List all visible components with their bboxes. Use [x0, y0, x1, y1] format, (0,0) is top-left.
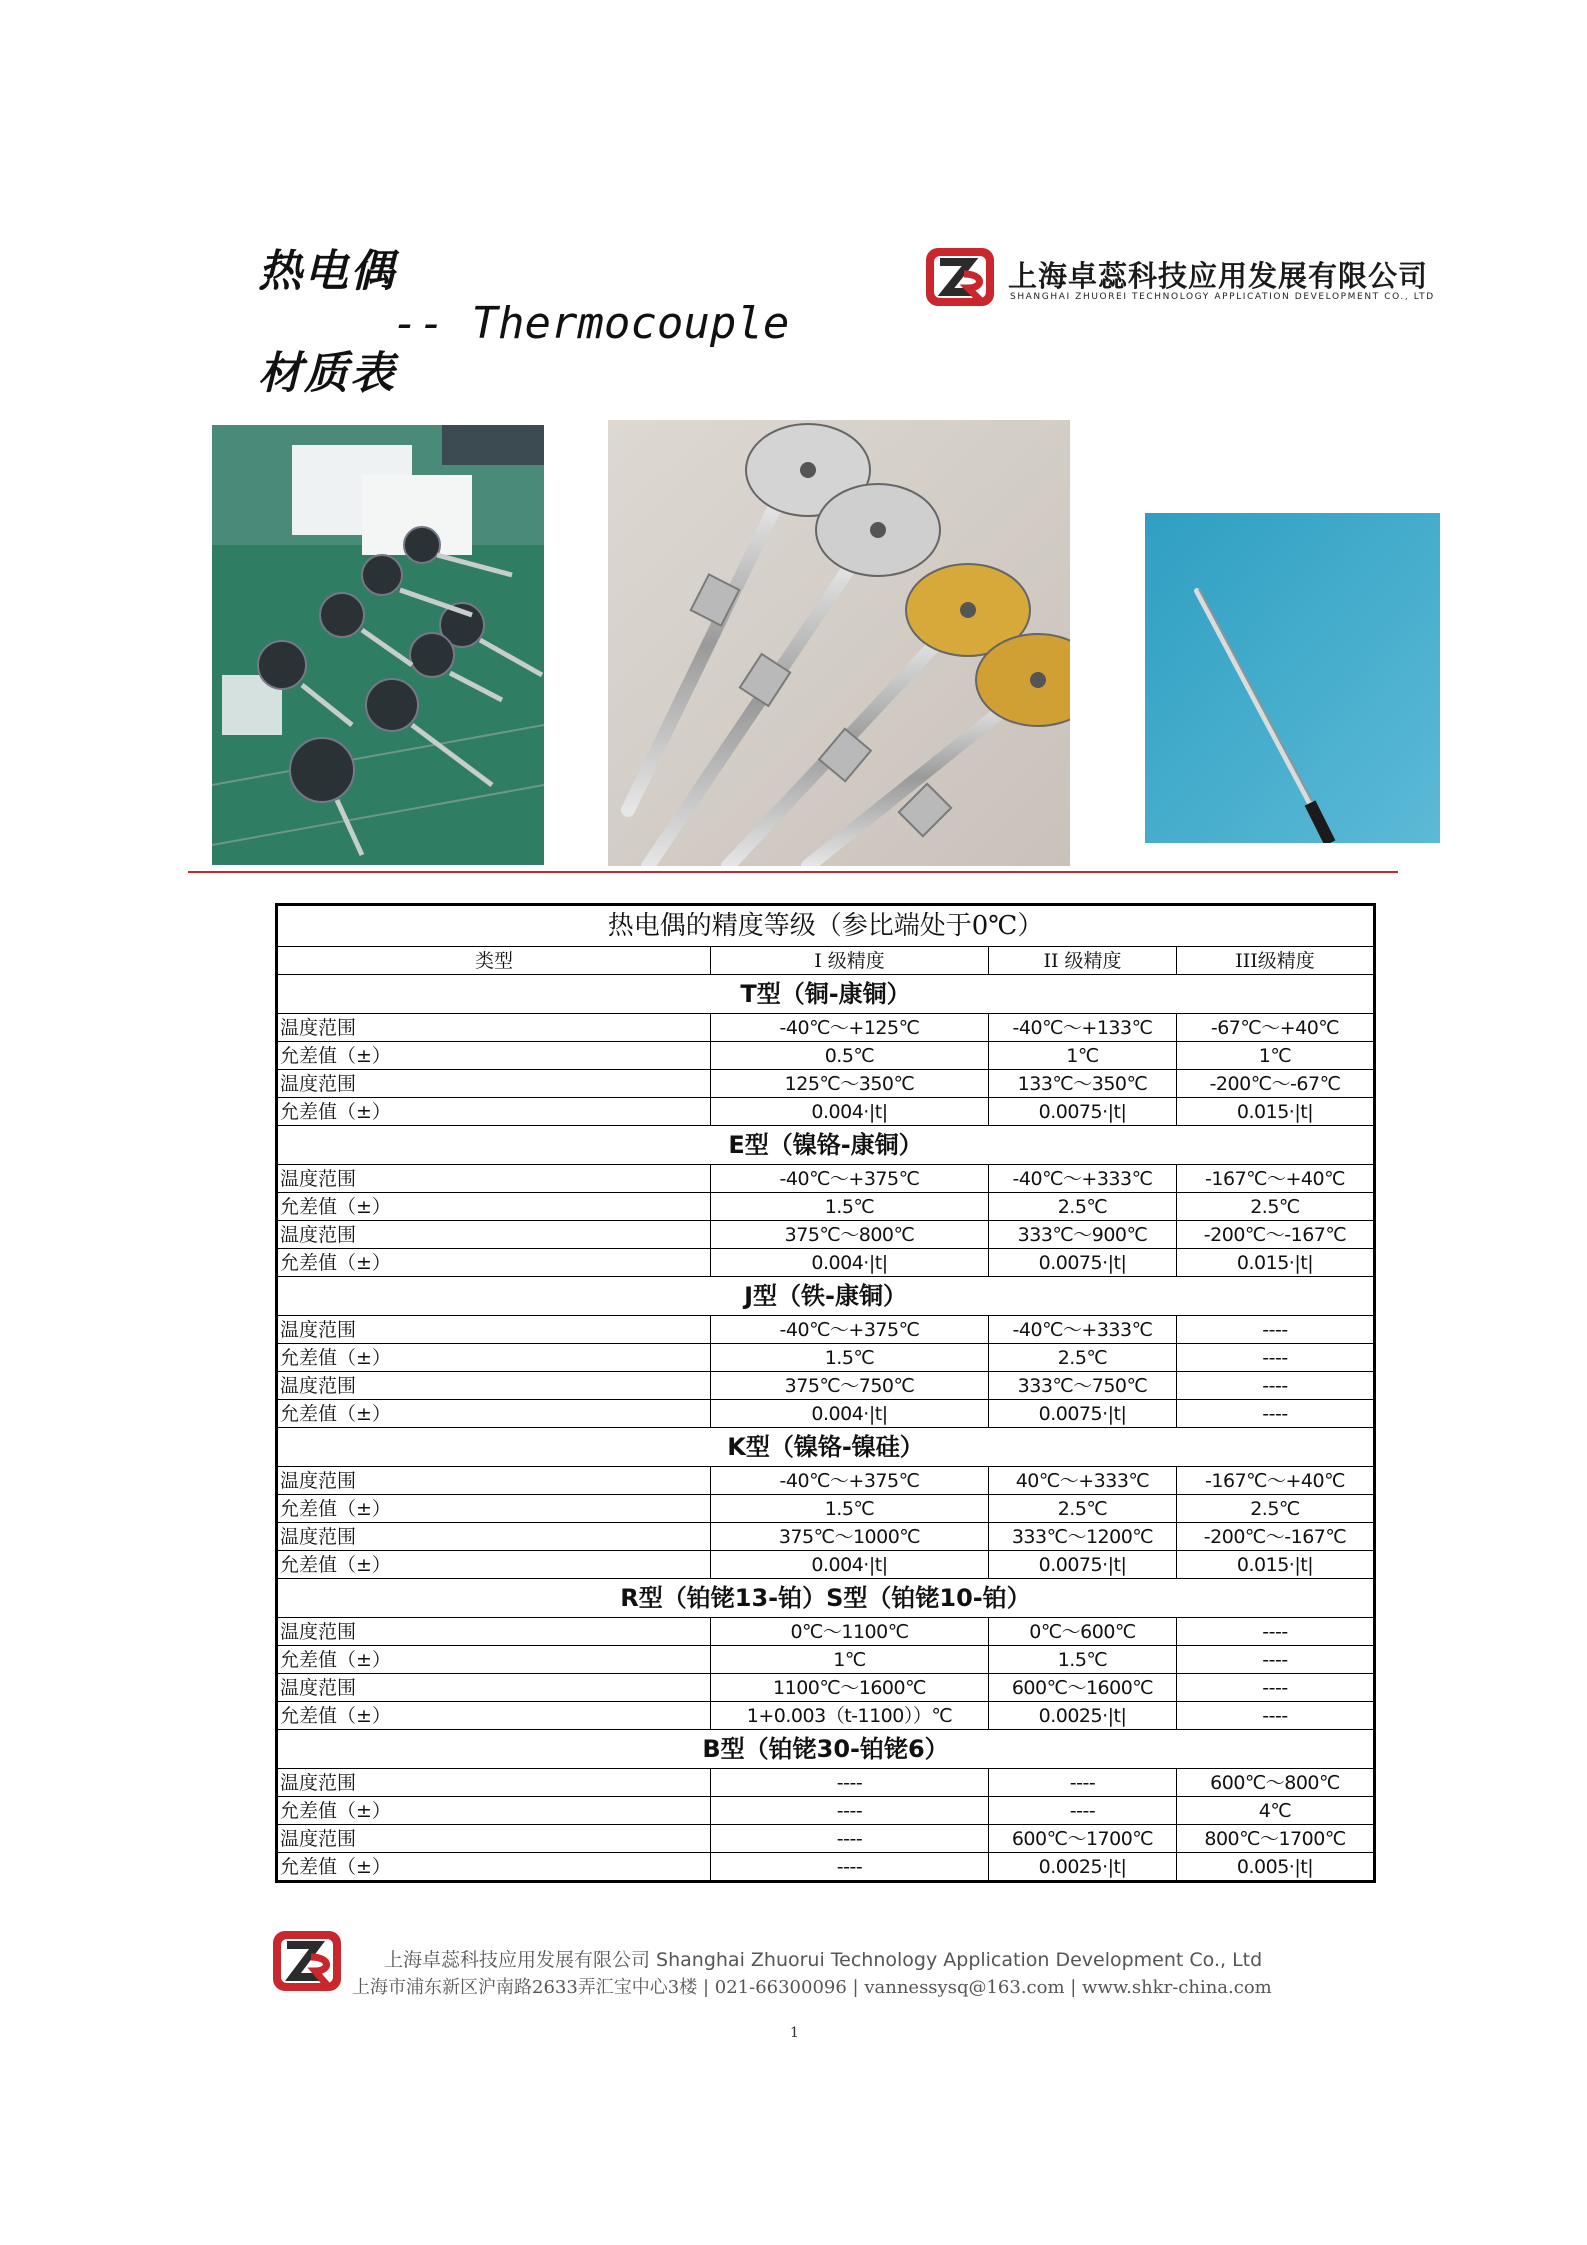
cell-class2: 333℃～900℃ [989, 1221, 1177, 1249]
cell-class1: 0.004·|t| [711, 1249, 989, 1277]
cell-class2: -40℃～+133℃ [989, 1014, 1177, 1042]
cell-class1: 1+0.003（t-1100））℃ [711, 1702, 989, 1730]
header-divider [188, 871, 1398, 873]
cell-class2: 1.5℃ [989, 1646, 1177, 1674]
table-row [277, 1098, 1375, 1126]
cell-class2: 2.5℃ [989, 1495, 1177, 1523]
row-label: 温度范围 [277, 1372, 711, 1400]
cell-class2: ---- [989, 1769, 1177, 1797]
cell-class1: 375℃～750℃ [711, 1372, 989, 1400]
cell-class1: 1.5℃ [711, 1344, 989, 1372]
cell-class2: 0.0075·|t| [989, 1098, 1177, 1126]
table-row [277, 1674, 1375, 1702]
cell-class3: 2.5℃ [1177, 1495, 1375, 1523]
cell-class1: ---- [711, 1769, 989, 1797]
group-header: K型（镍铬-镍硅） [277, 1428, 1375, 1467]
cell-class1: 0.5℃ [711, 1042, 989, 1070]
cell-class1: 0.004·|t| [711, 1400, 989, 1428]
cell-class3: ---- [1177, 1400, 1375, 1428]
page-number: 1 [790, 2025, 799, 2041]
row-label: 允差值（±） [277, 1098, 711, 1126]
table-row [277, 1523, 1375, 1551]
cell-class3: ---- [1177, 1372, 1375, 1400]
row-label: 允差值（±） [277, 1400, 711, 1428]
cell-class3: 2.5℃ [1177, 1193, 1375, 1221]
cell-class1: 0.004·|t| [711, 1098, 989, 1126]
logo-company-name-en: SHANGHAI ZHUOREI TECHNOLOGY APPLICATION DEVELOPMENT CO., LTD [1010, 292, 1435, 302]
cell-class1: 1.5℃ [711, 1495, 989, 1523]
cell-class1: 1100℃～1600℃ [711, 1674, 989, 1702]
group-header: E型（镍铬-康铜） [277, 1126, 1375, 1165]
table-row [277, 1193, 1375, 1221]
row-label: 温度范围 [277, 1221, 711, 1249]
table-row [277, 1249, 1375, 1277]
cell-class3: 1℃ [1177, 1042, 1375, 1070]
page-title-line2: -- Thermocouple [392, 298, 790, 349]
cell-class2: 2.5℃ [989, 1344, 1177, 1372]
cell-class2: 600℃～1600℃ [989, 1674, 1177, 1702]
cell-class2: 2.5℃ [989, 1193, 1177, 1221]
table-row [277, 1316, 1375, 1344]
cell-class2: 40℃～+333℃ [989, 1467, 1177, 1495]
cell-class1: ---- [711, 1853, 989, 1882]
table-row [277, 1769, 1375, 1797]
table-row [277, 1495, 1375, 1523]
cell-class1: 0.004·|t| [711, 1551, 989, 1579]
cell-class2: 333℃～1200℃ [989, 1523, 1177, 1551]
row-label: 允差值（±） [277, 1797, 711, 1825]
cell-class1: 375℃～1000℃ [711, 1523, 989, 1551]
row-label: 温度范围 [277, 1825, 711, 1853]
column-header-class1: I 级精度 [711, 947, 989, 975]
row-label: 温度范围 [277, 1070, 711, 1098]
table-row [277, 1618, 1375, 1646]
table-row [277, 1853, 1375, 1882]
cell-class3: ---- [1177, 1702, 1375, 1730]
company-logo [924, 244, 1435, 314]
table-row [277, 1165, 1375, 1193]
row-label: 允差值（±） [277, 1853, 711, 1882]
cell-class2: 0.0075·|t| [989, 1249, 1177, 1277]
table-row [277, 1551, 1375, 1579]
table-row [277, 1702, 1375, 1730]
row-label: 温度范围 [277, 1769, 711, 1797]
cell-class3: 600℃～800℃ [1177, 1769, 1375, 1797]
cell-class1: ---- [711, 1797, 989, 1825]
cell-class2: 0.0075·|t| [989, 1400, 1177, 1428]
row-label: 温度范围 [277, 1316, 711, 1344]
cell-class2: 0.0025·|t| [989, 1853, 1177, 1882]
cell-class2: 0.0075·|t| [989, 1551, 1177, 1579]
cell-class2: 133℃～350℃ [989, 1070, 1177, 1098]
row-label: 允差值（±） [277, 1249, 711, 1277]
cell-class3: 4℃ [1177, 1797, 1375, 1825]
cell-class3: ---- [1177, 1618, 1375, 1646]
table-row [277, 1797, 1375, 1825]
column-header-class2: II 级精度 [989, 947, 1177, 975]
cell-class1: -40℃～+375℃ [711, 1316, 989, 1344]
row-label: 温度范围 [277, 1165, 711, 1193]
logo-company-name-cn: 上海卓蕊科技应用发展有限公司 [1008, 259, 1429, 293]
cell-class3: -200℃～-67℃ [1177, 1070, 1375, 1098]
group-header: T型（铜-康铜） [277, 975, 1375, 1014]
cell-class1: 125℃～350℃ [711, 1070, 989, 1098]
cell-class1: 1℃ [711, 1646, 989, 1674]
cell-class3: 0.015·|t| [1177, 1249, 1375, 1277]
cell-class3: 0.005·|t| [1177, 1853, 1375, 1882]
table-row [277, 1467, 1375, 1495]
cell-class2: ---- [989, 1797, 1177, 1825]
cell-class3: -167℃～+40℃ [1177, 1467, 1375, 1495]
cell-class3: 800℃～1700℃ [1177, 1825, 1375, 1853]
row-label: 允差值（±） [277, 1646, 711, 1674]
group-header: R型（铂铑13-铂）S型（铂铑10-铂） [277, 1579, 1375, 1618]
table-row [277, 1372, 1375, 1400]
cell-class1: ---- [711, 1825, 989, 1853]
table-row [277, 1070, 1375, 1098]
product-photo-probe [1145, 513, 1440, 843]
product-photo-thermocouples [608, 420, 1070, 866]
row-label: 允差值（±） [277, 1344, 711, 1372]
footer-contact-info: 上海市浦东新区沪南路2633弄汇宝中心3楼 | 021-66300096 | vannessysq@163.com | www.shkr-china.com [352, 1977, 1272, 1998]
cell-class2: 0℃～600℃ [989, 1618, 1177, 1646]
row-label: 允差值（±） [277, 1551, 711, 1579]
row-label: 允差值（±） [277, 1495, 711, 1523]
cell-class1: 1.5℃ [711, 1193, 989, 1221]
row-label: 允差值（±） [277, 1042, 711, 1070]
cell-class3: ---- [1177, 1344, 1375, 1372]
cell-class2: -40℃～+333℃ [989, 1165, 1177, 1193]
cell-class3: ---- [1177, 1674, 1375, 1702]
table-row [277, 1344, 1375, 1372]
table-row [277, 1400, 1375, 1428]
cell-class3: ---- [1177, 1316, 1375, 1344]
table-caption: 热电偶的精度等级（参比端处于0℃） [277, 905, 1375, 947]
table-row [277, 1825, 1375, 1853]
cell-class3: 0.015·|t| [1177, 1098, 1375, 1126]
table-row [277, 1221, 1375, 1249]
table-row [277, 1014, 1375, 1042]
row-label: 温度范围 [277, 1014, 711, 1042]
cell-class3: -167℃～+40℃ [1177, 1165, 1375, 1193]
row-label: 允差值（±） [277, 1193, 711, 1221]
cell-class2: -40℃～+333℃ [989, 1316, 1177, 1344]
cell-class3: 0.015·|t| [1177, 1551, 1375, 1579]
cell-class3: -67℃～+40℃ [1177, 1014, 1375, 1042]
cell-class2: 0.0025·|t| [989, 1702, 1177, 1730]
page-title-line1: 热电偶 [258, 246, 396, 297]
cell-class1: -40℃～+375℃ [711, 1165, 989, 1193]
zr-logo-icon [271, 1925, 343, 1997]
table-row [277, 1646, 1375, 1674]
footer-logo [271, 1925, 343, 1997]
group-header: B型（铂铑30-铂铑6） [277, 1730, 1375, 1769]
cell-class1: -40℃～+375℃ [711, 1467, 989, 1495]
product-photo-transmitters [212, 425, 544, 865]
cell-class3: ---- [1177, 1646, 1375, 1674]
row-label: 温度范围 [277, 1674, 711, 1702]
footer-company-name: 上海卓蕊科技应用发展有限公司 Shanghai Zhuorui Technology Application Development Co., Ltd [384, 1949, 1263, 1971]
column-header-class3: III级精度 [1177, 947, 1375, 975]
accuracy-table-wrapper [275, 903, 1373, 1883]
cell-class3: -200℃～-167℃ [1177, 1221, 1375, 1249]
cell-class2: 1℃ [989, 1042, 1177, 1070]
cell-class2: 333℃～750℃ [989, 1372, 1177, 1400]
row-label: 温度范围 [277, 1467, 711, 1495]
table-row [277, 1042, 1375, 1070]
group-header: J型（铁-康铜） [277, 1277, 1375, 1316]
cell-class1: 0℃～1100℃ [711, 1618, 989, 1646]
thermocouple-accuracy-table [275, 903, 1376, 1883]
row-label: 允差值（±） [277, 1702, 711, 1730]
row-label: 温度范围 [277, 1523, 711, 1551]
cell-class3: -200℃～-167℃ [1177, 1523, 1375, 1551]
column-header-type: 类型 [277, 947, 711, 975]
row-label: 温度范围 [277, 1618, 711, 1646]
cell-class1: 375℃～800℃ [711, 1221, 989, 1249]
cell-class1: -40℃～+125℃ [711, 1014, 989, 1042]
zr-logo-icon [924, 244, 996, 310]
cell-class2: 600℃～1700℃ [989, 1825, 1177, 1853]
page-title-line3: 材质表 [258, 348, 396, 399]
